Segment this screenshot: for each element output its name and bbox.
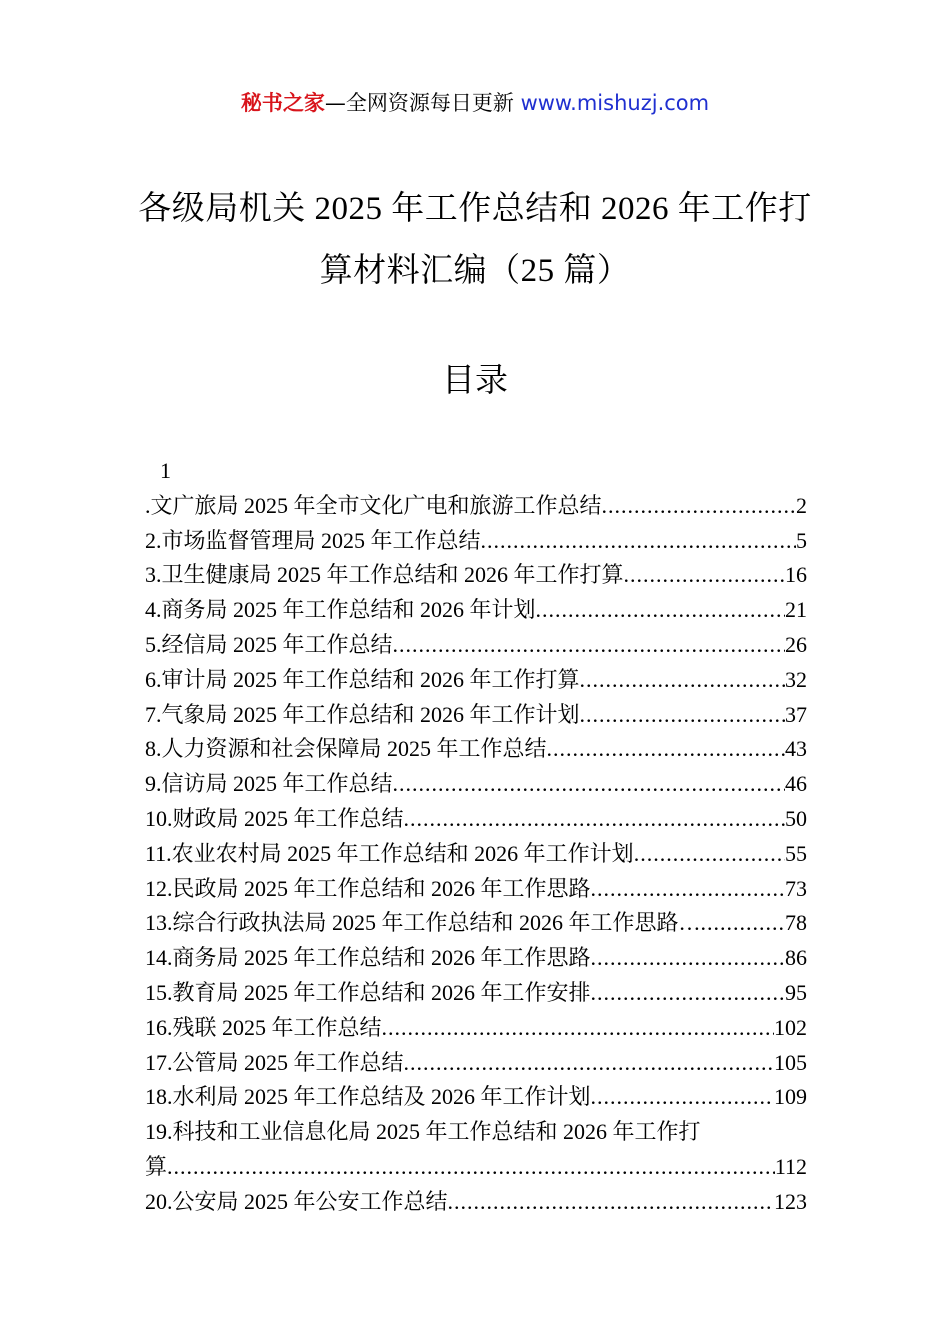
- toc-entry-page: 50: [785, 805, 807, 831]
- toc-entry-title: 3.卫生健康局 2025 年工作总结和 2026 年工作打算: [145, 562, 624, 588]
- document-title: 各级局机关 2025 年工作总结和 2026 年工作打算材料汇编（25 篇）: [138, 191, 812, 289]
- dot-leader: [624, 558, 785, 593]
- toc-entry-title: 12.民政局 2025 年工作总结和 2026 年工作思路: [145, 875, 591, 901]
- toc-entry-page: 86: [785, 945, 807, 971]
- toc-entry-title: 16.残联 2025 年工作总结: [145, 1014, 382, 1040]
- dot-leader: [481, 524, 796, 559]
- dot-leader: [404, 1046, 774, 1081]
- toc-entry-title: 20.公安局 2025 年公安工作总结: [145, 1188, 448, 1214]
- site-url-link[interactable]: www.mishuzj.com: [513, 91, 710, 115]
- toc-entry-title: 9.信访局 2025 年工作总结: [145, 771, 393, 797]
- toc-entry-page: 123: [774, 1188, 807, 1214]
- toc-first-number: 1: [160, 458, 171, 483]
- toc-entry-page: 2: [796, 492, 807, 518]
- toc-entry[interactable]: [145, 1011, 807, 1046]
- dot-leader: [167, 1150, 775, 1185]
- site-banner: [0, 88, 950, 118]
- dot-leader: [547, 732, 785, 767]
- dot-leader: [536, 593, 785, 628]
- dot-leader: [591, 976, 785, 1011]
- dot-leader: [448, 1185, 774, 1220]
- toc-entry-title: 11.农业农村局 2025 年工作总结和 2026 年工作计划: [145, 840, 634, 866]
- toc-entry-page: 78: [785, 910, 807, 936]
- dot-leader: [393, 767, 785, 802]
- toc-entry-title: 7.气象局 2025 年工作总结和 2026 年工作计划: [145, 701, 580, 727]
- toc-entry-page: 43: [785, 736, 807, 762]
- banner-tagline: —全网资源每日更新: [324, 91, 514, 115]
- toc-entry-page: 46: [785, 771, 807, 797]
- toc-entry-title: 18.水利局 2025 年工作总结及 2026 年工作计划: [145, 1084, 591, 1110]
- toc-entry[interactable]: [145, 976, 807, 1011]
- toc-entry-title: 19.科技和工业信息化局 2025 年工作总结和 2026 年工作打: [145, 1119, 701, 1145]
- toc-entry-title: 算: [145, 1153, 168, 1179]
- toc-entry[interactable]: [145, 593, 807, 628]
- toc-entry-page: 16: [785, 562, 807, 588]
- toc-entry-title: 15.教育局 2025 年工作总结和 2026 年工作安排: [145, 979, 591, 1005]
- toc-heading: 目录: [442, 363, 508, 399]
- toc-entry[interactable]: [145, 524, 807, 559]
- toc-entry[interactable]: [145, 1080, 807, 1115]
- toc-entry[interactable]: [145, 732, 807, 767]
- toc-entry[interactable]: [145, 802, 807, 837]
- toc-entry[interactable]: [145, 837, 807, 872]
- dot-leader: [634, 837, 785, 872]
- toc-entry-title: 8.人力资源和社会保障局 2025 年工作总结: [145, 736, 547, 762]
- brand-name: 秘书之家: [240, 91, 325, 115]
- dot-leader: [591, 872, 785, 907]
- dot-leader: [701, 906, 785, 941]
- dot-leader: [580, 663, 785, 698]
- dot-leader: [382, 1011, 774, 1046]
- toc-entry[interactable]: [145, 663, 807, 698]
- toc-entry[interactable]: [145, 489, 807, 524]
- dot-leader: [591, 941, 785, 976]
- dot-leader: [591, 1080, 774, 1115]
- toc-entry-page: 73: [785, 875, 807, 901]
- dot-leader: [404, 802, 785, 837]
- toc-entry[interactable]: [145, 698, 807, 733]
- toc-entry-page: 32: [785, 666, 807, 692]
- dot-leader: [580, 698, 785, 733]
- toc-entry-page: 5: [796, 527, 807, 553]
- toc-entry-title: 5.经信局 2025 年工作总结: [145, 631, 393, 657]
- toc-entry-page: 102: [774, 1014, 807, 1040]
- toc-entry[interactable]: [145, 906, 807, 941]
- toc-entry-title: 2.市场监督管理局 2025 年工作总结: [145, 527, 481, 553]
- toc-entry[interactable]: [145, 628, 807, 663]
- toc-entry-list: [145, 489, 807, 1115]
- toc-entry-page: 105: [774, 1049, 807, 1075]
- toc-entry-page: 55: [785, 840, 807, 866]
- toc-entry-title: 14.商务局 2025 年工作总结和 2026 年工作思路: [145, 945, 591, 971]
- toc-entry-title: 4.商务局 2025 年工作总结和 2026 年计划: [145, 597, 536, 623]
- toc-entry-page: 21: [785, 597, 807, 623]
- dot-leader: [393, 628, 785, 663]
- toc-entry[interactable]: [145, 558, 807, 593]
- toc-entry-title: 6.审计局 2025 年工作总结和 2026 年工作打算: [145, 666, 580, 692]
- toc-entry-19-line2[interactable]: [145, 1150, 807, 1185]
- toc-entry-19-line1[interactable]: [145, 1115, 807, 1150]
- toc-entry[interactable]: [145, 872, 807, 907]
- table-of-contents: [145, 454, 807, 1220]
- toc-entry-title: 10.财政局 2025 年工作总结: [145, 805, 404, 831]
- toc-entry[interactable]: [145, 1046, 807, 1081]
- toc-entry-page: 95: [785, 979, 807, 1005]
- dot-leader: [602, 489, 796, 524]
- toc-entry-title: 17.公管局 2025 年工作总结: [145, 1049, 404, 1075]
- toc-entry-20[interactable]: [145, 1185, 807, 1220]
- toc-entry-title: .文广旅局 2025 年全市文化广电和旅游工作总结: [145, 492, 602, 518]
- toc-entry[interactable]: [145, 941, 807, 976]
- toc-entry[interactable]: [145, 767, 807, 802]
- toc-entry-title: 13.综合行政执法局 2025 年工作总结和 2026 年工作思路…: [145, 910, 701, 936]
- toc-entry-page: 109: [774, 1084, 807, 1110]
- toc-entry-page: 26: [785, 631, 807, 657]
- toc-entry-page: 37: [785, 701, 807, 727]
- toc-entry-page: 112: [774, 1153, 807, 1179]
